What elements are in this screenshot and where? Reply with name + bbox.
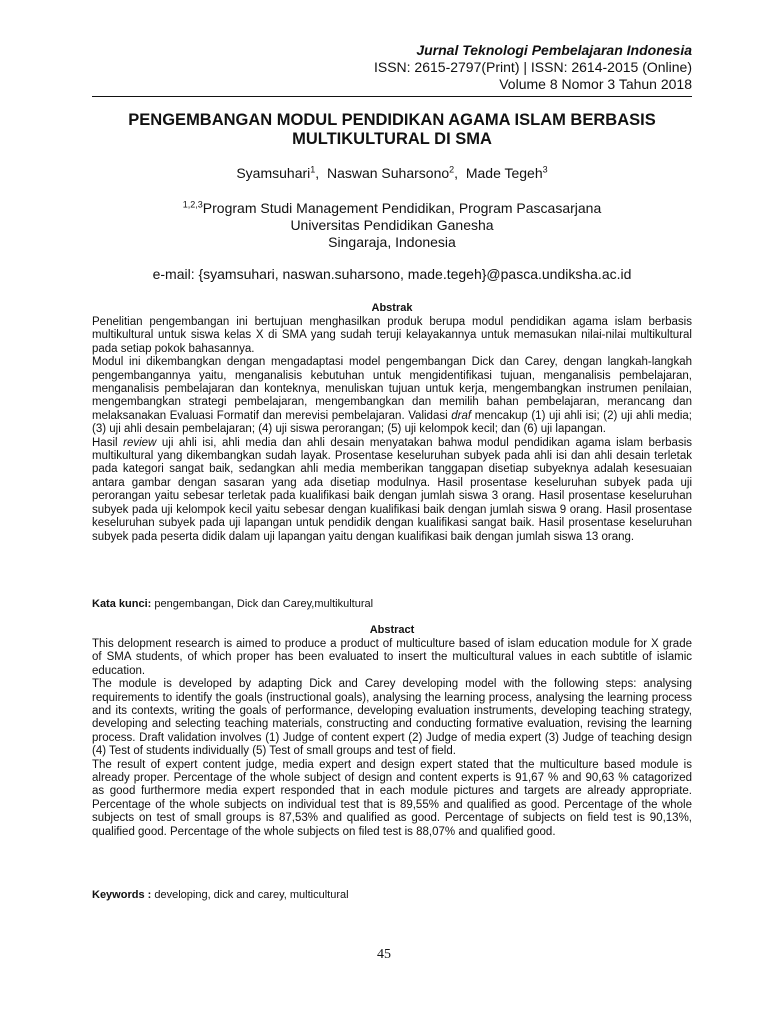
author-2-sup: 2 bbox=[449, 164, 455, 175]
author-3-sup: 3 bbox=[542, 164, 548, 175]
header-rule bbox=[92, 96, 692, 97]
abstrak-paragraph-1: Penelitian pengembangan ini bertujuan menghasilkan produk berupa modul pendidikan agama islam berbasis multikultural untuk siswa kelas X di SMA yang sudah teruji kelayakannya untuk memasukan nilai-nilai multikultural pada setiap pokok bahasannya. bbox=[92, 316, 692, 355]
author-2: Naswan Suharsono bbox=[326, 165, 450, 181]
abstract-heading: Abstract bbox=[369, 624, 415, 636]
paper-title bbox=[92, 111, 692, 149]
abstrak-heading: Abstrak bbox=[371, 302, 413, 314]
abstrak-paragraph-3: Hasil review uji ahli isi, ahli media dan ahli desain menyatakan bahwa modul pendidikan agama islam berbasis multikultural yang dikembangkan sudah layak. Prosentase keseluruhan subyek pada ahli isi dan ahli desain terletak pada kategori sangat baik, sedangkan ahli media memberikan tanggapan disetiap subyeknya adalah kesesuaian antara gambar dengan sasaran yang ada disetiap modulnya. Hasil prosentase keseluruhan subyek pada uji perorangan yaitu sebesar terletak pada kualifikasi baik dengan jumlah siswa 3 orang. Hasil prosentase keseluruhan subyek pada uji kelompok kecil yaitu sebesar dengan kualifikasi baik dengan jumlah siswa 9 orang. Hasil prosentase keseluruhan subyek pada uji lapangan untuk pendidik dengan kualifikasi sangat baik. Hasil prosentase keseluruhan subyek pada peserta didik dalam uji lapangan yaitu dengan kualifikasi baik dengan jumlah siswa 13 orang. bbox=[92, 436, 692, 543]
affiliation-city: Singaraja, Indonesia bbox=[328, 234, 456, 250]
affiliation-sup: 1,2,3 bbox=[182, 199, 203, 210]
affiliation bbox=[92, 200, 692, 251]
abstract-paragraph-3: The result of expert content judge, media expert and design expert stated that the multiculture based module is already proper. Percentage of the whole subject of design and content experts is 91,67 % and 90,63 % catagorized as good furthermore media expert responded that in each module pictures and targets are already appropriate. Percentage of the whole subjects on individual test that is 89,55% and qualified as good. Percentage of the whole subjects on test of small groups is 87,53% and qualified as good. Percentage of subjects on field test is 90,13%, qualified good. Percentage of the whole subjects on filed test is 88,07% and qualified good. bbox=[92, 758, 692, 838]
abstract-paragraph-1: This delopment research is aimed to produce a product of multiculture based of islam education module for X grade of SMA students, of which proper has been evaluated to insert the multicultural values in each subtitle of islamic education. bbox=[92, 638, 692, 677]
author-3: Made Tegeh bbox=[465, 165, 543, 181]
abstract-body bbox=[92, 638, 692, 839]
abstrak-paragraph-2: Modul ini dikembangkan dengan mengadaptasi model pengembangan Dick dan Carey, dengan langkah-langkah pengembangannya yaitu, menganalisis kebutuhan untuk mengidentifikasi tujuan, menganalisis pembelajaran, menganalisis pembelajaran dan konteknya, menuliskan tujuan untuk kerja, mengembangkan instrumen penilaian, mengembangkan strategi pembelajaran, mengembangkan dan memilih bahan pembelajaran, merancang dan melaksanakan Evaluasi Formatif dan merevisi pembelajaran. Validasi draf mencakup (1) uji ahli isi; (2) uji ahli media; (3) uji ahli desain pembelajaran; (4) uji siswa perorangan; (5) uji kelompok kecil; dan (6) uji lapangan. bbox=[92, 356, 692, 436]
journal-name: Jurnal Teknologi Pembelajaran Indonesia bbox=[416, 42, 692, 58]
author-1: Syamsuhari bbox=[236, 165, 311, 181]
volume-line: Volume 8 Nomor 3 Tahun 2018 bbox=[499, 76, 692, 92]
affiliation-university: Universitas Pendidikan Ganesha bbox=[290, 217, 494, 233]
issn-line: ISSN: 2615-2797(Print) | ISSN: 2614-2015 (Online) bbox=[373, 59, 692, 75]
email-line: e-mail: {syamsuhari, naswan.suharsono, made.tegeh}@pasca.undiksha.ac.id bbox=[152, 266, 632, 282]
kata-kunci: Kata kunci: pengembangan, Dick dan Carey,multikultural bbox=[92, 598, 374, 610]
affiliation-program: Program Studi Management Pendidikan, Program Pascasarjana bbox=[202, 200, 602, 216]
title-line-1: PENGEMBANGAN MODUL PENDIDIKAN AGAMA ISLAM BERBASIS bbox=[128, 111, 656, 129]
keywords: Keywords : developing, dick and carey, multicultural bbox=[92, 889, 349, 901]
author-list: Syamsuhari$^1$, Naswan Suharsono$^2$, Made Tegeh$^3$ bbox=[236, 164, 548, 181]
author-1-sup: 1 bbox=[310, 164, 316, 175]
page-number: 45 bbox=[377, 947, 391, 962]
title-line-2: MULTIKULTURAL DI SMA bbox=[292, 130, 492, 148]
abstract-paragraph-2: The module is developed by adapting Dick and Carey developing model with the following steps: analysing requirements to identify the goals (instructional goals), analysing the learning process, analysing the learning process and its contexts, writing the goals of performance, developing evaluation instruments, developing teaching strategy, developing and selecting teaching materials, constructing and conducting formative evaluation, revising the learning process. Draft validation involves (1) Judge of content expert (2) Judge of media expert (3) Judge of teaching design (4) Test of students individually (5) Test of small groups and test of field. bbox=[92, 678, 692, 758]
abstrak-body bbox=[92, 316, 692, 544]
